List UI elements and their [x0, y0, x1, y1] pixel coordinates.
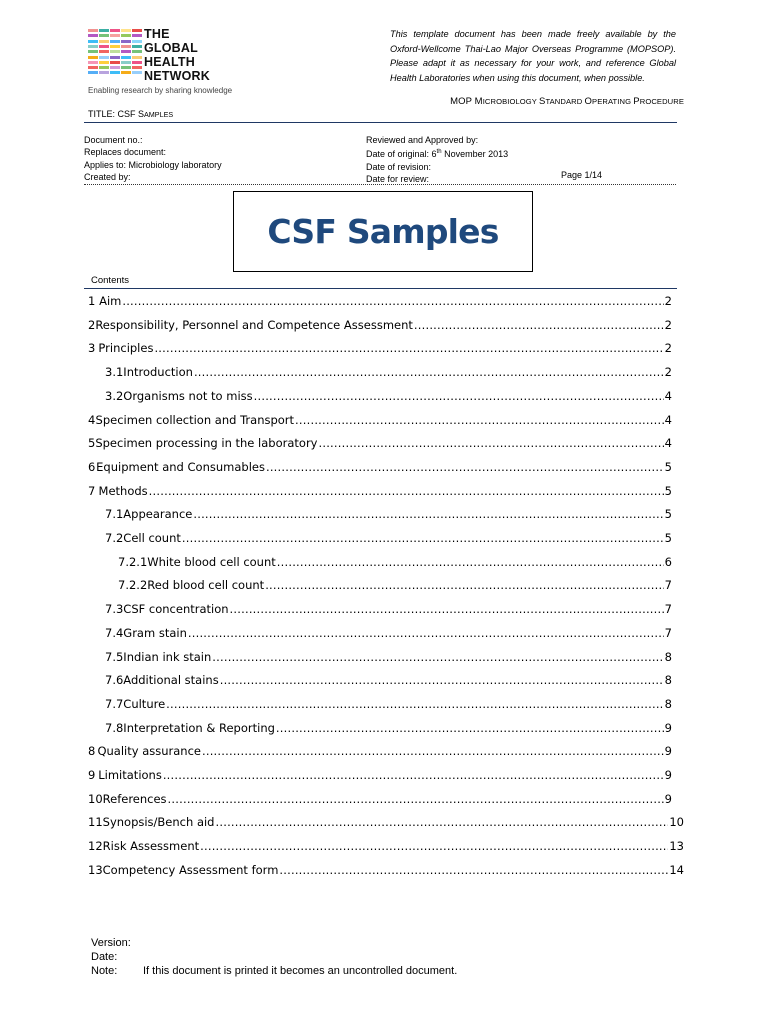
toc-entry-title: Methods — [98, 483, 148, 498]
logo-tile — [99, 56, 109, 59]
logo-tile — [88, 50, 98, 53]
toc-leader-dots — [230, 602, 664, 616]
page-number: Page 1/14 — [561, 170, 603, 180]
logo-tile — [121, 66, 131, 69]
toc-leader-dots — [154, 341, 663, 355]
toc-leader-dots — [122, 294, 663, 308]
toc-leader-dots — [414, 318, 664, 332]
logo-tile — [132, 50, 142, 53]
toc-leader-dots — [212, 650, 663, 664]
toc-entry[interactable] — [88, 667, 672, 687]
toc-entry-title: Organisms not to miss — [123, 388, 253, 403]
toc-entry[interactable] — [88, 501, 672, 521]
logo-tile — [132, 66, 142, 69]
toc-leader-dots — [216, 815, 669, 829]
toc-entry[interactable] — [88, 454, 672, 474]
toc-entry-page: 7 — [664, 625, 672, 640]
reviewed-approved: Reviewed and Approved by: — [366, 135, 479, 145]
toc-entry[interactable] — [88, 525, 672, 545]
toc-entry[interactable] — [88, 691, 672, 711]
logo-tile — [99, 45, 109, 48]
toc-entry[interactable] — [88, 786, 672, 806]
toc-entry-number: 2 — [88, 317, 96, 332]
meta-divider — [84, 184, 676, 185]
toc-entry-title: Synopsis/Bench aid — [102, 815, 215, 830]
document-title: CSF Samples — [267, 212, 499, 251]
toc-entry[interactable] — [88, 809, 684, 829]
logo-tile — [121, 45, 131, 48]
toc-entry-title: Equipment and Consumables — [96, 459, 265, 474]
toc-entry-number: 7.3 — [105, 602, 124, 617]
toc-entry-number: 10 — [88, 791, 103, 806]
toc-entry-page: 4 — [664, 436, 672, 451]
logo-tile — [121, 61, 131, 64]
logo-tile — [132, 61, 142, 64]
toc-entry-title: White blood cell count — [147, 554, 276, 569]
logo-tile — [132, 29, 142, 32]
toc-entry[interactable] — [88, 478, 672, 498]
logo-tile — [110, 40, 120, 43]
logo-tile — [121, 71, 131, 74]
toc-entry[interactable] — [88, 620, 672, 640]
logo-tile — [88, 56, 98, 59]
toc-entry-number: 3.2 — [105, 388, 124, 403]
toc-leader-dots — [276, 721, 664, 735]
toc-leader-dots — [200, 839, 668, 853]
replaces-document: Replaces document: — [84, 147, 167, 158]
logo-tile — [110, 56, 120, 59]
toc-entry[interactable] — [88, 857, 684, 877]
logo-tile — [110, 29, 120, 32]
logo-tile — [88, 34, 98, 37]
toc-entry-page: 2 — [664, 317, 672, 332]
toc-leader-dots — [318, 436, 663, 450]
toc-entry-title: Specimen processing in the laboratory — [95, 436, 318, 451]
date-of-original: Date of original: 6th November 2013 — [366, 149, 509, 160]
toc-entry-page: 5 — [664, 531, 672, 545]
toc-entry-number: 8 — [88, 744, 96, 759]
toc-leader-dots — [163, 768, 664, 782]
toc-entry-number: 3 — [88, 341, 96, 356]
toc-entry-number: 7.6 — [105, 673, 124, 688]
toc-entry[interactable] — [88, 407, 672, 427]
logo-tile — [121, 40, 131, 43]
toc-entry-page: 9 — [664, 791, 672, 806]
toc-leader-dots — [166, 697, 664, 711]
document-title-label: TITLE: CSF SAMPLES — [88, 109, 174, 119]
toc-entry[interactable] — [88, 738, 672, 758]
toc-entry-page: 9 — [664, 744, 672, 759]
toc-leader-dots — [194, 365, 664, 379]
toc-entry-title: Gram stain — [123, 625, 187, 640]
note-label: Note: — [91, 965, 118, 977]
toc-entry[interactable] — [88, 596, 672, 616]
toc-entry-number: 7.4 — [105, 625, 124, 640]
toc-entry[interactable] — [88, 430, 672, 450]
toc-entry-number: 3.1 — [105, 365, 124, 380]
toc-entry-page: 5 — [664, 459, 672, 474]
logo-tile — [99, 34, 109, 37]
toc-entry-page: 2 — [664, 365, 672, 380]
toc-leader-dots — [265, 578, 663, 592]
toc-entry[interactable] — [88, 335, 672, 355]
logo-tile — [121, 56, 131, 59]
toc-entry-page: 4 — [664, 388, 672, 403]
logo-color-grid-icon — [88, 29, 142, 77]
toc-entry-title: Interpretation & Reporting — [123, 720, 275, 735]
toc-entry-title: CSF concentration — [123, 602, 229, 617]
logo-tile — [88, 45, 98, 48]
toc-entry-page: 14 — [669, 862, 684, 877]
logo-tile — [121, 34, 131, 37]
toc-entry[interactable] — [88, 762, 672, 782]
toc-entry-title: Culture — [123, 696, 166, 711]
logo-tile — [99, 66, 109, 69]
logo-tile — [132, 40, 142, 43]
logo-tile — [110, 50, 120, 53]
logo-tile — [110, 61, 120, 64]
toc-entry-page: 5 — [664, 483, 672, 498]
toc-entry-title: Quality assurance — [97, 744, 201, 759]
applies-to: Applies to: Microbiology laboratory — [84, 159, 222, 170]
version-label: Version: — [91, 937, 131, 949]
logo-tagline: Enabling research by sharing knowledge — [88, 86, 233, 95]
toc-entry-title: Competency Assessment form — [102, 862, 279, 877]
logo-tile — [88, 71, 98, 74]
toc-entry-title: Red blood cell count — [147, 578, 265, 593]
toc-leader-dots — [188, 626, 664, 640]
toc-entry-page: 9 — [664, 768, 672, 782]
toc-leader-dots — [277, 555, 664, 569]
toc-entry-page: 7 — [664, 602, 672, 617]
logo-tile — [99, 50, 109, 53]
toc-entry-number: 7.1 — [105, 507, 124, 522]
toc-entry-page: 2 — [664, 341, 672, 356]
toc-entry-number: 7.5 — [105, 649, 124, 664]
toc-entry[interactable] — [88, 549, 672, 569]
toc-entry-number: 13 — [88, 862, 103, 877]
toc-entry-number: 9 — [88, 768, 96, 782]
logo-tile — [132, 56, 142, 59]
toc-entry-number: 12 — [88, 839, 103, 854]
toc-entry[interactable] — [88, 288, 672, 308]
toc-entry-page: 8 — [664, 696, 672, 711]
toc-entry-page: 6 — [664, 554, 672, 569]
toc-entry-number: 7.2.2 — [118, 578, 148, 593]
logo-tile — [88, 66, 98, 69]
toc-entry-title: Indian ink stain — [123, 649, 212, 664]
logo-tile — [121, 29, 131, 32]
logo-tile — [110, 71, 120, 74]
toc-leader-dots — [182, 531, 664, 545]
logo-tile — [132, 34, 142, 37]
toc-leader-dots — [220, 673, 664, 687]
created-by: Created by: — [84, 171, 131, 182]
toc-entry-page: 8 — [664, 673, 672, 688]
toc-leader-dots — [254, 389, 664, 403]
toc-entry[interactable] — [88, 644, 672, 664]
toc-entry-page: 2 — [664, 294, 672, 308]
toc-entry[interactable] — [88, 715, 672, 735]
template-disclaimer: This template document has been made freely available by the Oxford-Wellcome Thai-Lao Major Overseas Programme (MOPSOP). Please adapt it as necessary for your work, and reference Global Health Laboratories when using this document, when possible. — [390, 29, 676, 83]
toc-entry-title: Limitations — [98, 768, 162, 782]
toc-leader-dots — [266, 460, 664, 474]
logo-tile — [110, 66, 120, 69]
logo-tile — [88, 40, 98, 43]
toc-entry-page: 5 — [664, 507, 672, 522]
toc-entry-number: 7.2 — [105, 531, 124, 545]
toc-entry-number: 1 — [88, 294, 96, 308]
toc-entry-title: Appearance — [123, 507, 193, 522]
toc-entry-title: Introduction — [123, 365, 193, 380]
toc-entry-page: 7 — [664, 578, 672, 593]
logo-tile — [110, 34, 120, 37]
toc-entry-number: 4 — [88, 412, 96, 427]
toc-entry[interactable] — [88, 572, 672, 592]
toc-leader-dots — [202, 744, 664, 758]
toc-leader-dots — [168, 792, 664, 806]
toc-entry-number: 7 — [88, 483, 96, 498]
date-label: Date: — [91, 951, 118, 963]
document-number: Document no.: — [84, 135, 143, 145]
contents-heading: Contents — [91, 275, 130, 286]
toc-entry[interactable] — [88, 312, 672, 332]
date-of-revision: Date of revision: — [366, 161, 432, 172]
toc-entry[interactable] — [88, 383, 672, 403]
logo-wordmark: THE GLOBAL HEALTH NETWORK — [144, 27, 210, 83]
toc-leader-dots — [193, 507, 663, 521]
logo-tile — [99, 71, 109, 74]
toc-entry-title: Risk Assessment — [102, 839, 200, 854]
toc-entry[interactable] — [88, 359, 672, 379]
document-meta-left — [84, 134, 222, 183]
toc-entry-number: 5 — [88, 436, 96, 451]
toc-entry-number: 7.2.1 — [118, 554, 148, 569]
logo-tile — [121, 50, 131, 53]
document-title-box — [233, 191, 533, 272]
toc-entry-number: 7.8 — [105, 720, 124, 735]
logo-tile — [88, 61, 98, 64]
toc-entry-page: 8 — [664, 649, 672, 664]
note-text: If this document is printed it becomes an uncontrolled document. — [143, 965, 458, 977]
logo-tile — [88, 29, 98, 32]
toc-entry-page: 13 — [669, 839, 684, 854]
document-meta-right — [366, 134, 508, 185]
logo-tile — [99, 29, 109, 32]
header-divider — [84, 122, 677, 123]
date-for-review: Date for review: — [366, 173, 430, 184]
toc-leader-dots — [279, 863, 668, 877]
logo-tile — [132, 45, 142, 48]
toc-entry-title: Additional stains — [123, 673, 219, 688]
toc-entry-page: 10 — [669, 815, 684, 830]
global-health-network-logo — [88, 27, 238, 99]
toc-entry-title: Responsibility, Personnel and Competence Assessment — [95, 317, 413, 332]
logo-tile — [132, 71, 142, 74]
logo-tile — [110, 45, 120, 48]
toc-entry-title: Principles — [98, 341, 154, 356]
toc-leader-dots — [149, 484, 664, 498]
toc-entry[interactable] — [88, 833, 684, 853]
toc-entry-number: 6 — [88, 459, 96, 474]
toc-entry-page: 9 — [664, 720, 672, 735]
toc-entry-title: References — [102, 791, 167, 806]
sop-header-line: MOP MICROBIOLOGY STANDARD OPERATING PROCEDURE — [450, 96, 684, 107]
document-footer — [91, 936, 457, 978]
toc-entry-title: Cell count — [123, 531, 181, 545]
toc-entry-title: Aim — [99, 294, 122, 308]
logo-tile — [99, 40, 109, 43]
logo-tile — [99, 61, 109, 64]
toc-entry-title: Specimen collection and Transport — [95, 412, 295, 427]
toc-entry-number: 7.7 — [105, 696, 124, 711]
toc-entry-number: 11 — [88, 815, 103, 830]
toc-entry-page: 4 — [664, 412, 672, 427]
toc-leader-dots — [295, 413, 664, 427]
